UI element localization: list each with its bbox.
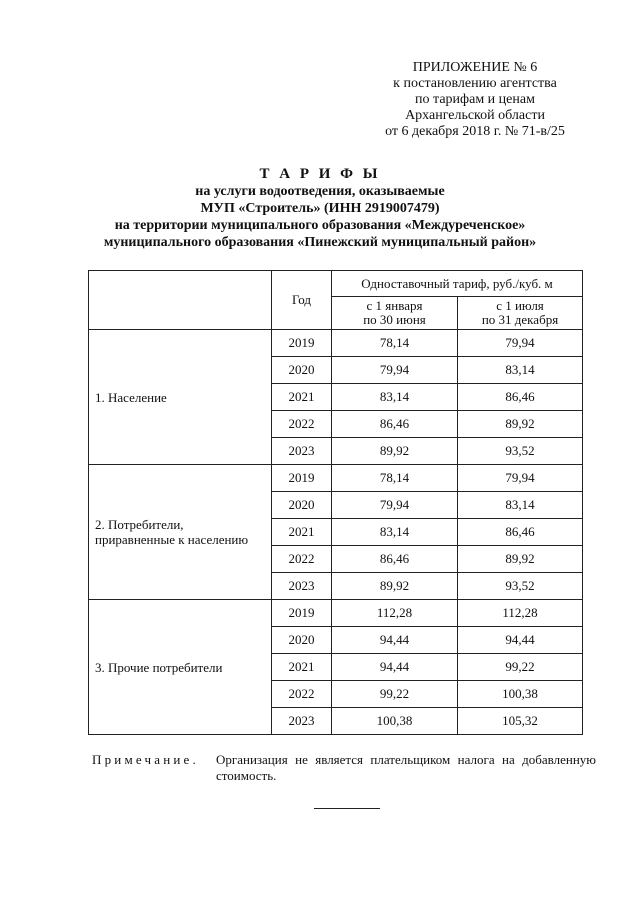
year-cell: 2022 (272, 411, 332, 438)
year-cell: 2023 (272, 708, 332, 735)
tariff-h1-cell: 100,38 (332, 708, 458, 735)
tariff-h2-cell: 86,46 (458, 384, 583, 411)
tariff-h2-cell: 79,94 (458, 330, 583, 357)
tariff-h2-cell: 89,92 (458, 411, 583, 438)
tariff-header: Одноставочный тариф, руб./куб. м (332, 271, 583, 297)
table-row (89, 600, 583, 627)
year-cell: 2021 (272, 519, 332, 546)
year-cell: 2021 (272, 384, 332, 411)
closing-rule (314, 808, 380, 809)
period-2-line-2: по 31 декабря (481, 312, 559, 327)
heading-line-4: муниципального образования «Пинежский муниципальный район» (103, 235, 537, 250)
table-row (89, 465, 583, 492)
tariff-h2-cell: 99,22 (458, 654, 583, 681)
period-1-header (332, 297, 458, 330)
tariff-h1-cell: 79,94 (332, 492, 458, 519)
year-cell: 2022 (272, 546, 332, 573)
tariff-h1-cell: 94,44 (332, 654, 458, 681)
period-1-line-2: по 30 июня (363, 312, 426, 327)
year-cell: 2020 (272, 627, 332, 654)
category-cell: 1. Население (89, 330, 272, 465)
year-cell: 2020 (272, 357, 332, 384)
year-header: Год (272, 271, 332, 330)
tariff-h1-cell: 89,92 (332, 438, 458, 465)
tariff-h1-cell: 83,14 (332, 519, 458, 546)
appendix-block (340, 60, 610, 140)
period-2-line-1: с 1 июля (496, 298, 544, 313)
tariff-h2-cell: 100,38 (458, 681, 583, 708)
year-cell: 2021 (272, 654, 332, 681)
heading-line-3: на территории муниципального образования «Междуреченское» (114, 218, 526, 233)
appendix-date: от 6 декабря 2018 г. № 71-в/25 (385, 124, 565, 139)
category-cell: 2. Потребители, приравненные к населению (89, 465, 272, 600)
table-row (89, 330, 583, 357)
category-header (89, 271, 272, 330)
year-cell: 2023 (272, 438, 332, 465)
document-heading (60, 166, 580, 251)
tariff-h2-cell: 112,28 (458, 600, 583, 627)
heading-line-2: МУП «Строитель» (ИНН 2919007479) (200, 201, 440, 216)
year-cell: 2019 (272, 330, 332, 357)
year-cell: 2020 (272, 492, 332, 519)
note-text: Организация не является плательщиком налога на добавленную стоимость. (216, 752, 596, 783)
tariff-h1-cell: 89,92 (332, 573, 458, 600)
tariff-h1-cell: 86,46 (332, 546, 458, 573)
period-2-header (458, 297, 583, 330)
tariff-h2-cell: 93,52 (458, 438, 583, 465)
tariff-h1-cell: 86,46 (332, 411, 458, 438)
tariff-table-body (89, 330, 583, 735)
tariff-h1-cell: 79,94 (332, 357, 458, 384)
tariff-h1-cell: 78,14 (332, 465, 458, 492)
tariff-h2-cell: 86,46 (458, 519, 583, 546)
year-cell: 2023 (272, 573, 332, 600)
tariff-table (88, 270, 583, 735)
year-cell: 2022 (272, 681, 332, 708)
year-cell: 2019 (272, 600, 332, 627)
tariff-h1-cell: 78,14 (332, 330, 458, 357)
tariff-h2-cell: 83,14 (458, 357, 583, 384)
category-cell: 3. Прочие потребители (89, 600, 272, 735)
tariff-h2-cell: 83,14 (458, 492, 583, 519)
tariff-h1-cell: 94,44 (332, 627, 458, 654)
tariff-h2-cell: 89,92 (458, 546, 583, 573)
tariff-h2-cell: 79,94 (458, 465, 583, 492)
tariff-h2-cell: 105,32 (458, 708, 583, 735)
appendix-line-2: к постановлению агентства (393, 76, 557, 91)
tariff-h2-cell: 93,52 (458, 573, 583, 600)
appendix-line-3: по тарифам и ценам (415, 92, 535, 107)
tariff-h2-cell: 94,44 (458, 627, 583, 654)
year-cell: 2019 (272, 465, 332, 492)
appendix-line-4: Архангельской области (405, 108, 545, 123)
heading-line-1: на услуги водоотведения, оказываемые (195, 184, 445, 199)
period-1-line-1: с 1 января (366, 298, 423, 313)
tariff-h1-cell: 83,14 (332, 384, 458, 411)
tariff-h1-cell: 99,22 (332, 681, 458, 708)
tariff-h1-cell: 112,28 (332, 600, 458, 627)
note-label: Примечание. (92, 752, 199, 767)
document-title: Т А Р И Ф Ы (259, 166, 381, 182)
appendix-number: ПРИЛОЖЕНИЕ № 6 (412, 60, 538, 75)
